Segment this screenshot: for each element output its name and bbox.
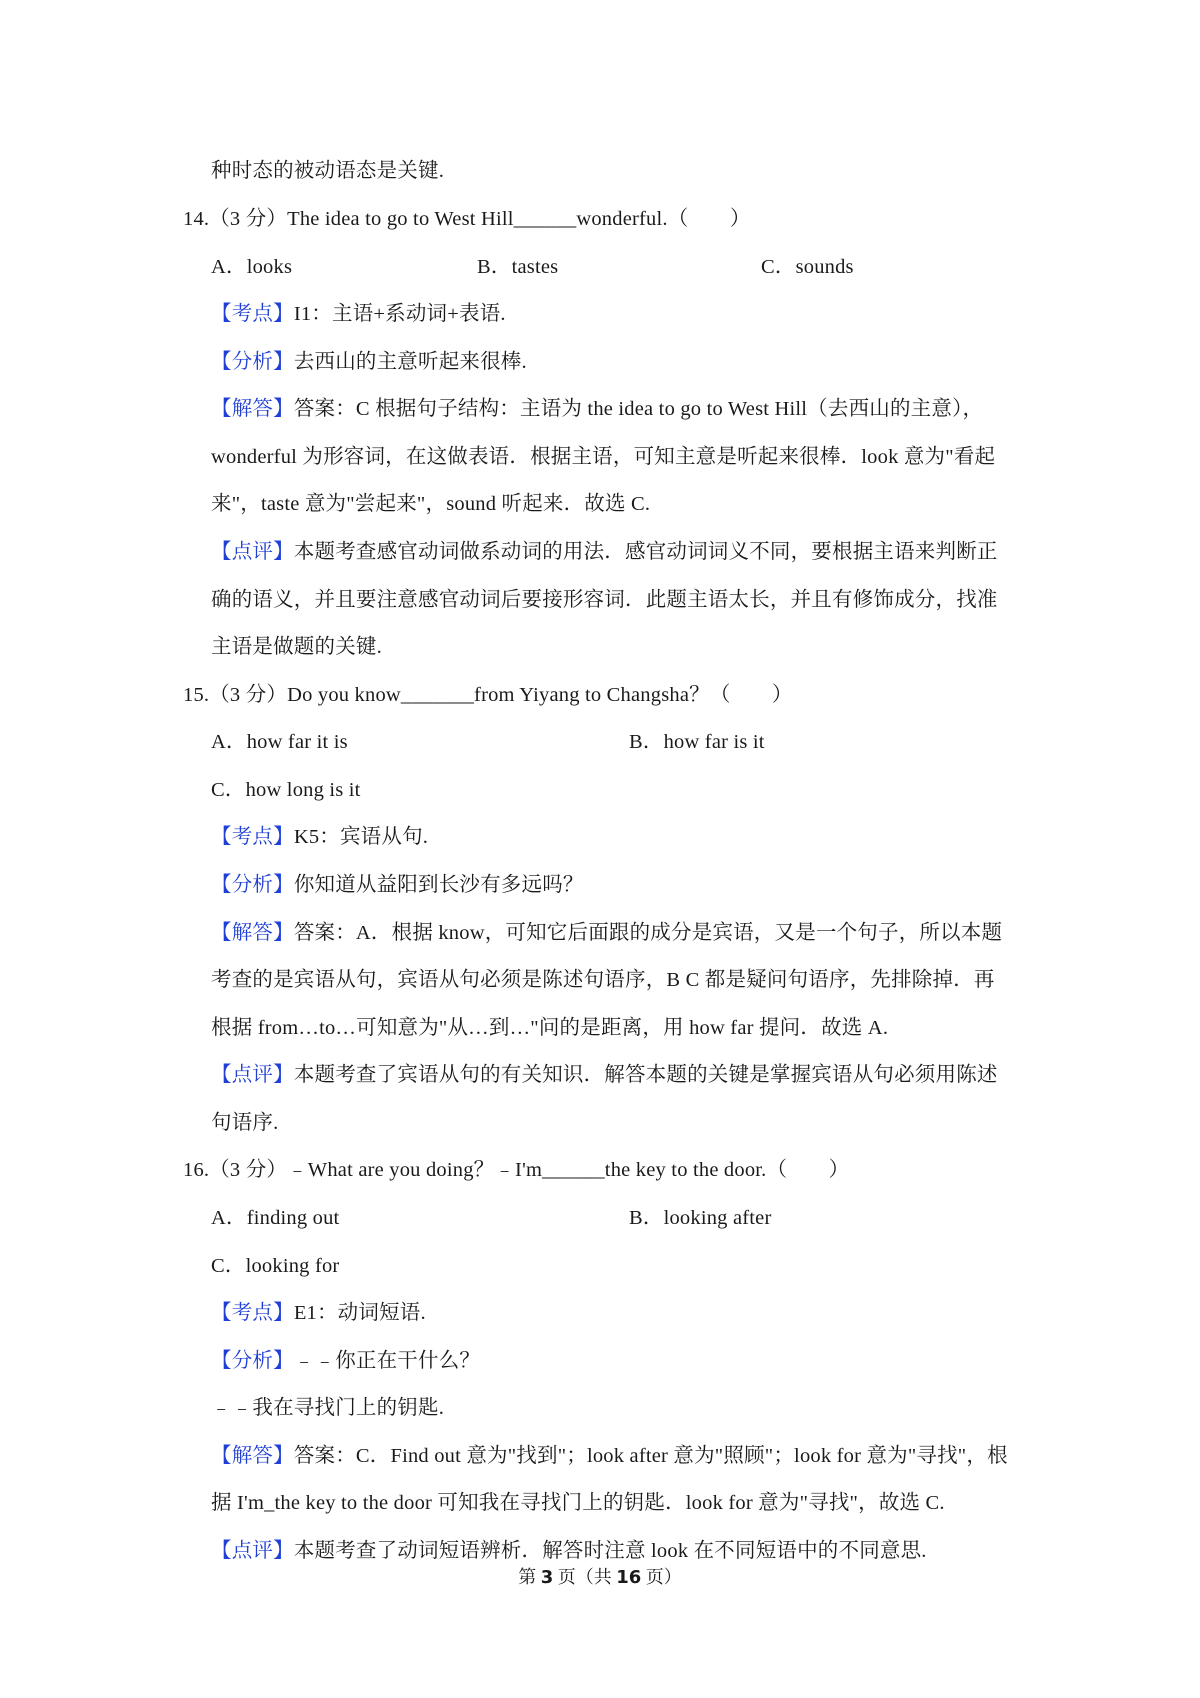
footer-total-pages: 16 bbox=[616, 1567, 642, 1588]
footer-prefix: 第 bbox=[518, 1567, 537, 1587]
text-line: 据 I'm_the key to the door 可知我在寻找门上的钥匙．look for 意为"寻找"，故选 C. bbox=[211, 1492, 945, 1514]
dianping-text: 本题考查了宾语从句的有关知识．解答本题的关键是掌握宾语从句必须用陈述 bbox=[293, 1064, 998, 1086]
text-line: wonderful 为形容词，在这做表语．根据主语，可知主意是听起来很棒．look 意为"看起 bbox=[211, 446, 996, 468]
kaodian-text: I1：主语+系动词+表语. bbox=[293, 303, 506, 325]
question-16: 16.（3 分）﹣What are you doing？﹣I'm______the key to the door.（ ） bbox=[183, 1159, 850, 1181]
kaodian-15 bbox=[211, 823, 1031, 851]
option-c: C．looking for bbox=[211, 1255, 340, 1277]
dianping-14 bbox=[211, 538, 1031, 566]
footer-mid: 页（共 bbox=[557, 1567, 612, 1587]
dianping-16 bbox=[211, 1537, 1031, 1565]
jieda-tag: 【解答】 bbox=[211, 1445, 294, 1467]
options-14 bbox=[211, 253, 1031, 281]
text-line: 根据 from…to…可知意为"从…到…"问的是距离，用 how far 提问．故选 A. bbox=[211, 1017, 889, 1039]
option-c: C．how long is it bbox=[211, 779, 361, 801]
fenxi-tag: 【分析】 bbox=[211, 351, 294, 373]
text-line: 考查的是宾语从句，宾语从句必须是陈述句语序，B C 都是疑问句语序，先排除掉．再 bbox=[211, 969, 995, 991]
text-line: ﹣﹣我在寻找门上的钥匙. bbox=[211, 1397, 445, 1419]
text-line: 主语是做题的关键. bbox=[211, 636, 382, 658]
kaodian-16 bbox=[211, 1299, 1031, 1327]
jieda-text: 答案：C 根据句子结构：主语为 the idea to go to West Hill（去西山的主意）， bbox=[293, 398, 984, 420]
fenxi-text: 你知道从益阳到长沙有多远吗？ bbox=[293, 874, 584, 896]
options-16-ab bbox=[211, 1204, 1031, 1232]
dianping-tag: 【点评】 bbox=[211, 1064, 294, 1086]
text-line: 来"，taste 意为"尝起来"，sound 听起来．故选 C. bbox=[211, 493, 651, 515]
fenxi-16 bbox=[211, 1347, 1031, 1375]
option-b: B．tastes bbox=[477, 256, 559, 278]
fenxi-text: 去西山的主意听起来很棒. bbox=[293, 351, 527, 373]
footer-page-number: 3 bbox=[540, 1567, 554, 1588]
kaodian-tag: 【考点】 bbox=[211, 1302, 294, 1324]
dianping-text: 本题考查了动词短语辨析．解答时注意 look 在不同短语中的不同意思. bbox=[293, 1540, 927, 1562]
fenxi-tag: 【分析】 bbox=[211, 874, 294, 896]
option-a: A．looks bbox=[211, 256, 293, 278]
jieda-text: 答案：A．根据 know，可知它后面跟的成分是宾语，又是一个句子，所以本题 bbox=[293, 922, 1003, 944]
kaodian-tag: 【考点】 bbox=[211, 303, 294, 325]
page-footer bbox=[0, 1564, 1200, 1591]
fenxi-15 bbox=[211, 871, 1031, 899]
fenxi-14 bbox=[211, 348, 1031, 376]
option-a: A．how far it is bbox=[211, 731, 348, 753]
kaodian-text: E1：动词短语. bbox=[293, 1302, 426, 1324]
text-line: 种时态的被动语态是关键. bbox=[211, 160, 445, 182]
option-a: A．finding out bbox=[211, 1207, 340, 1229]
option-b: B．looking after bbox=[629, 1207, 772, 1229]
jieda-tag: 【解答】 bbox=[211, 398, 294, 420]
text-line: 确的语义，并且要注意感官动词后要接形容词．此题主语太长，并且有修饰成分，找准 bbox=[211, 589, 998, 611]
jieda-text: 答案：C．Find out 意为"找到"；look after 意为"照顾"；look for 意为"寻找"，根 bbox=[293, 1445, 1008, 1467]
kaodian-14 bbox=[211, 300, 1031, 328]
fenxi-tag: 【分析】 bbox=[211, 1350, 294, 1372]
dianping-text: 本题考查感官动词做系动词的用法．感官动词词义不同，要根据主语来判断正 bbox=[293, 541, 998, 563]
question-14: 14.（3 分）The idea to go to West Hill______wonderful.（ ） bbox=[183, 208, 751, 230]
dianping-tag: 【点评】 bbox=[211, 1540, 294, 1562]
dianping-tag: 【点评】 bbox=[211, 541, 294, 563]
jieda-tag: 【解答】 bbox=[211, 922, 294, 944]
jieda-16 bbox=[211, 1442, 1031, 1470]
jieda-14 bbox=[211, 395, 1031, 423]
kaodian-tag: 【考点】 bbox=[211, 826, 294, 848]
footer-suffix: 页） bbox=[645, 1567, 682, 1587]
jieda-15 bbox=[211, 919, 1031, 947]
kaodian-text: K5：宾语从句. bbox=[293, 826, 429, 848]
options-15-ab bbox=[211, 728, 1031, 756]
option-b: B．how far is it bbox=[629, 731, 765, 753]
question-15: 15.（3 分）Do you know_______from Yiyang to Changsha？（ ） bbox=[183, 684, 793, 706]
fenxi-text: ﹣﹣你正在干什么？ bbox=[293, 1350, 481, 1372]
dianping-15 bbox=[211, 1061, 1031, 1089]
text-line: 句语序. bbox=[211, 1112, 279, 1134]
option-c: C．sounds bbox=[761, 256, 854, 278]
